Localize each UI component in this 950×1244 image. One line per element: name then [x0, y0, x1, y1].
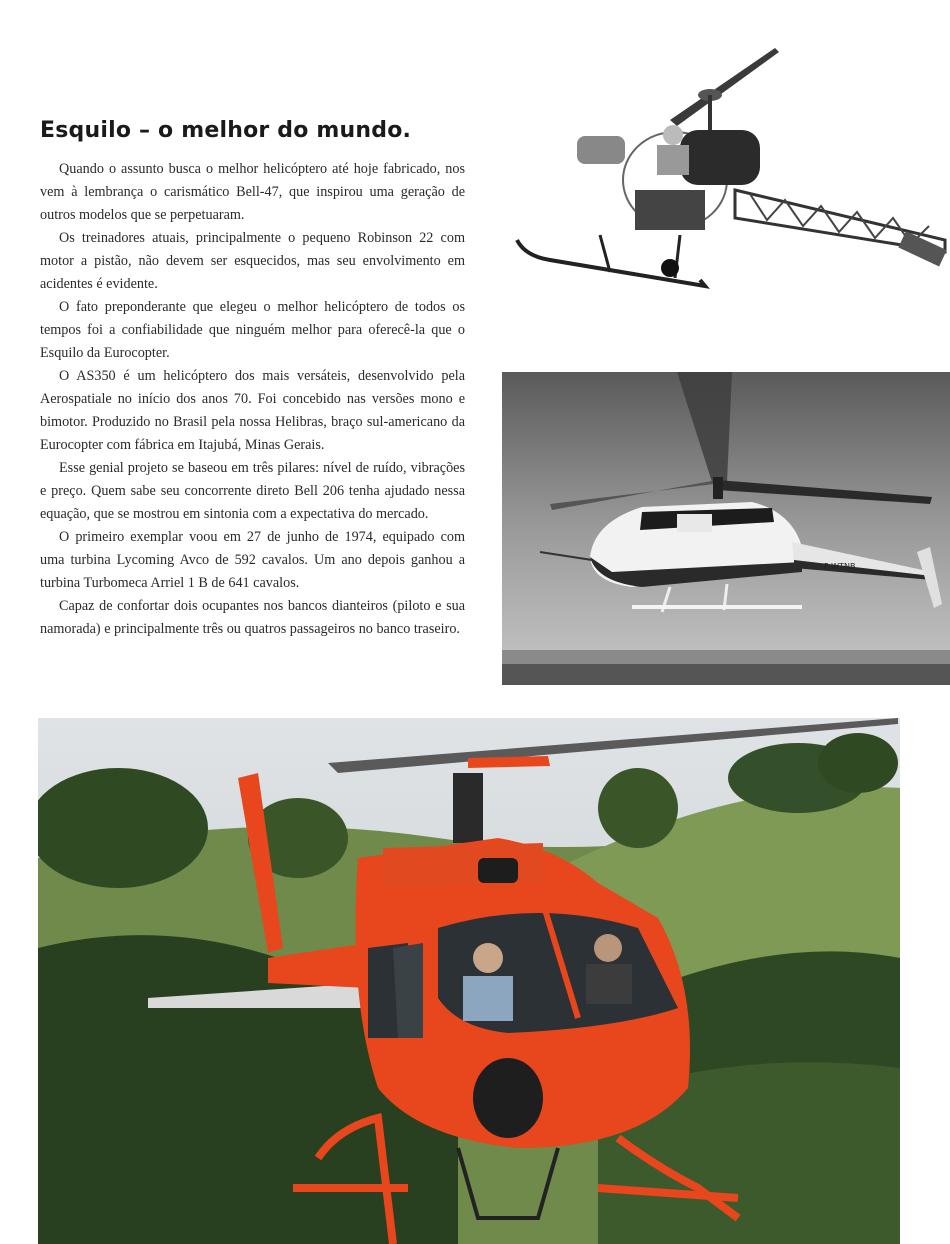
paragraph: Capaz de confortar dois ocupantes nos bancos dianteiros (piloto e sua namorada) e principalmente três ou quatros passageiros no banco traseiro.: [40, 598, 465, 637]
article-title: Esquilo – o melhor do mundo.: [40, 118, 412, 143]
bell-47-photo: [505, 40, 950, 300]
registration-mark: F-WTNB: [824, 562, 856, 571]
paragraph: Quando o assunto busca o melhor helicóptero até hoje fabricado, nos vem à lembrança o carismático Bell-47, que inspirou uma geração de outros modelos que se perpetuaram.: [40, 161, 465, 223]
paragraph: O primeiro exemplar voou em 27 de junho de 1974, equipado com uma turbina Lycoming Avco de 592 cavalos. Um ano depois ganhou a turbina Turbomeca Arriel 1 B de 641 cavalos.: [40, 529, 465, 591]
as350-bw-photo: [502, 372, 950, 685]
paragraph: O fato preponderante que elegeu o melhor helicóptero de todos os tempos foi a confiabilidade que ninguém melhor para oferecê-la que o Esquilo da Eurocopter.: [40, 299, 465, 361]
paragraph: Esse genial projeto se baseou em três pilares: nível de ruído, vibrações e preço. Quem sabe seu concorrente direto Bell 206 tenha ajudado nessa equação, que se mostrou em sintonia com a expectativa do mercado.: [40, 460, 465, 522]
as350-orange-photo: [38, 718, 900, 1244]
paragraph: Os treinadores atuais, principalmente o pequeno Robinson 22 com motor a pistão, não devem ser esquecidos, mas seu envolvimento em acidentes é evidente.: [40, 230, 465, 292]
article-body: [40, 158, 465, 641]
paragraph: O AS350 é um helicóptero dos mais versáteis, desenvolvido pela Aerospatiale no início dos anos 70. Foi concebido nas versões mono e bimotor. Produzido no Brasil pela nossa Helibras, braço sul-americano da Eurocopter com fábrica em Itajubá, Minas Gerais.: [40, 368, 465, 453]
